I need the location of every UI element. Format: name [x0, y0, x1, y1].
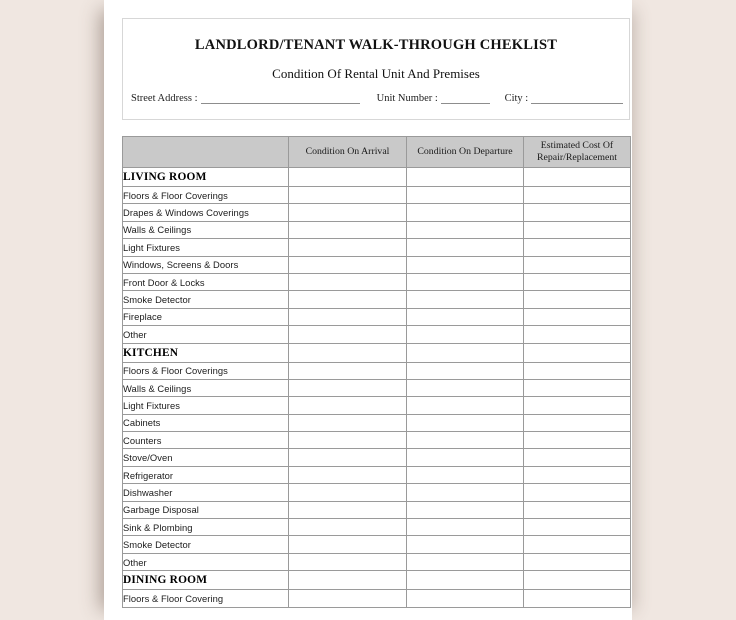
entry-cell-departure[interactable]: [407, 168, 524, 187]
entry-cell-arrival[interactable]: [289, 204, 407, 221]
table-row: [123, 519, 631, 536]
entry-cell-departure[interactable]: [407, 571, 524, 590]
table-row: [123, 187, 631, 204]
table-row: [123, 273, 631, 290]
entry-cell-cost[interactable]: [524, 291, 631, 308]
entry-cell-arrival[interactable]: [289, 466, 407, 483]
entry-cell-departure[interactable]: [407, 187, 524, 204]
entry-cell-arrival[interactable]: [289, 362, 407, 379]
checklist-item-label: Floors & Floor Coverings: [123, 362, 289, 379]
checklist-item-label: Stove/Oven: [123, 449, 289, 466]
table-row: [123, 239, 631, 256]
checklist-item-label: Refrigerator: [123, 466, 289, 483]
entry-cell-arrival[interactable]: [289, 256, 407, 273]
section-label: LIVING ROOM: [123, 168, 289, 187]
title-block: [122, 18, 630, 120]
table-row: [123, 291, 631, 308]
entry-cell-departure[interactable]: [407, 273, 524, 290]
column-header-item: [123, 137, 289, 168]
table-row: [123, 362, 631, 379]
table-row: [123, 397, 631, 414]
entry-cell-cost[interactable]: [524, 221, 631, 238]
table-row: [123, 484, 631, 501]
entry-cell-departure[interactable]: [407, 414, 524, 431]
document-page: [104, 0, 632, 620]
checklist-item-label: Other: [123, 553, 289, 570]
table-row: [123, 414, 631, 431]
entry-cell-departure[interactable]: [407, 553, 524, 570]
column-header-departure: Condition On Departure: [407, 137, 524, 168]
entry-cell-arrival[interactable]: [289, 239, 407, 256]
entry-cell-cost[interactable]: [524, 571, 631, 590]
checklist-item-label: Windows, Screens & Doors: [123, 256, 289, 273]
table-row: [123, 466, 631, 483]
entry-cell-departure[interactable]: [407, 397, 524, 414]
entry-cell-arrival[interactable]: [289, 484, 407, 501]
entry-cell-arrival[interactable]: [289, 501, 407, 518]
entry-cell-departure[interactable]: [407, 343, 524, 362]
checklist-item-label: Dishwasher: [123, 484, 289, 501]
checklist-item-label: Smoke Detector: [123, 291, 289, 308]
page-title: LANDLORD/TENANT WALK-THROUGH CHEKLIST: [194, 37, 558, 53]
entry-cell-cost[interactable]: [524, 379, 631, 396]
identification-fields: [131, 93, 623, 104]
checklist-item-label: Floors & Floor Coverings: [123, 187, 289, 204]
entry-cell-departure[interactable]: [407, 432, 524, 449]
table-row: [123, 308, 631, 325]
entry-cell-cost[interactable]: [524, 273, 631, 290]
table-row: [123, 553, 631, 570]
entry-cell-arrival[interactable]: [289, 519, 407, 536]
entry-cell-cost[interactable]: [524, 432, 631, 449]
entry-cell-departure[interactable]: [407, 379, 524, 396]
checklist-item-label: Smoke Detector: [123, 536, 289, 553]
entry-cell-departure[interactable]: [407, 326, 524, 343]
unit-number-label: Unit Number :: [376, 93, 438, 104]
section-header-row: [123, 168, 631, 187]
entry-cell-arrival[interactable]: [289, 553, 407, 570]
entry-cell-departure[interactable]: [407, 536, 524, 553]
checklist-item-label: Other: [123, 326, 289, 343]
entry-cell-arrival[interactable]: [289, 414, 407, 431]
city-label: City :: [504, 93, 529, 104]
entry-cell-cost[interactable]: [524, 326, 631, 343]
entry-cell-arrival[interactable]: [289, 168, 407, 187]
entry-cell-arrival[interactable]: [289, 571, 407, 590]
entry-cell-arrival[interactable]: [289, 590, 407, 607]
checklist-item-label: Garbage Disposal: [123, 501, 289, 518]
table-header-row: [123, 137, 631, 168]
table-row: [123, 590, 631, 607]
entry-cell-cost[interactable]: [524, 536, 631, 553]
entry-cell-cost[interactable]: [524, 204, 631, 221]
checklist-item-label: Cabinets: [123, 414, 289, 431]
entry-cell-cost[interactable]: [524, 449, 631, 466]
entry-cell-cost[interactable]: [524, 397, 631, 414]
entry-cell-departure[interactable]: [407, 239, 524, 256]
entry-cell-cost[interactable]: [524, 590, 631, 607]
entry-cell-cost[interactable]: [524, 501, 631, 518]
entry-cell-cost[interactable]: [524, 308, 631, 325]
entry-cell-arrival[interactable]: [289, 326, 407, 343]
entry-cell-departure[interactable]: [407, 221, 524, 238]
entry-cell-cost[interactable]: [524, 239, 631, 256]
table-row: [123, 379, 631, 396]
entry-cell-arrival[interactable]: [289, 449, 407, 466]
checklist-item-label: Walls & Ceilings: [123, 221, 289, 238]
table-head: [123, 137, 631, 168]
entry-cell-departure[interactable]: [407, 466, 524, 483]
table-row: [123, 221, 631, 238]
entry-cell-arrival[interactable]: [289, 536, 407, 553]
entry-cell-cost[interactable]: [524, 519, 631, 536]
table-body: [123, 168, 631, 608]
checklist-item-label: Floors & Floor Covering: [123, 590, 289, 607]
entry-cell-departure[interactable]: [407, 204, 524, 221]
entry-cell-departure[interactable]: [407, 501, 524, 518]
checklist-item-label: Front Door & Locks: [123, 273, 289, 290]
page-subtitle: Condition Of Rental Unit And Premises: [272, 66, 480, 81]
street-address-label: Street Address :: [131, 93, 198, 104]
table-row: [123, 449, 631, 466]
entry-cell-cost[interactable]: [524, 414, 631, 431]
entry-cell-departure[interactable]: [407, 256, 524, 273]
entry-cell-departure[interactable]: [407, 519, 524, 536]
street-address-input[interactable]: [201, 93, 360, 104]
checklist-item-label: Walls & Ceilings: [123, 379, 289, 396]
entry-cell-arrival[interactable]: [289, 221, 407, 238]
entry-cell-arrival[interactable]: [289, 432, 407, 449]
column-header-cost-line2: Repair/Replacement: [537, 152, 617, 163]
entry-cell-departure[interactable]: [407, 291, 524, 308]
entry-cell-cost[interactable]: [524, 168, 631, 187]
checklist-item-label: Light Fixtures: [123, 397, 289, 414]
entry-cell-arrival[interactable]: [289, 397, 407, 414]
section-header-row: [123, 343, 631, 362]
entry-cell-cost[interactable]: [524, 343, 631, 362]
table-row: [123, 256, 631, 273]
entry-cell-cost[interactable]: [524, 256, 631, 273]
section-label: DINING ROOM: [123, 571, 289, 590]
column-header-cost: [524, 137, 631, 168]
entry-cell-cost[interactable]: [524, 553, 631, 570]
entry-cell-departure[interactable]: [407, 308, 524, 325]
entry-cell-departure[interactable]: [407, 362, 524, 379]
column-header-arrival: Condition On Arrival: [289, 137, 407, 168]
entry-cell-arrival[interactable]: [289, 187, 407, 204]
entry-cell-arrival[interactable]: [289, 343, 407, 362]
table-row: [123, 536, 631, 553]
entry-cell-cost[interactable]: [524, 466, 631, 483]
section-label: KITCHEN: [123, 343, 289, 362]
entry-cell-departure[interactable]: [407, 449, 524, 466]
table-row: [123, 326, 631, 343]
checklist-item-label: Sink & Plombing: [123, 519, 289, 536]
entry-cell-departure[interactable]: [407, 484, 524, 501]
city-input[interactable]: [531, 93, 623, 104]
entry-cell-departure[interactable]: [407, 590, 524, 607]
entry-cell-arrival[interactable]: [289, 273, 407, 290]
entry-cell-cost[interactable]: [524, 362, 631, 379]
checklist-item-label: Drapes & Windows Coverings: [123, 204, 289, 221]
section-header-row: [123, 571, 631, 590]
checklist-item-label: Counters: [123, 432, 289, 449]
entry-cell-cost[interactable]: [524, 187, 631, 204]
checklist-item-label: Fireplace: [123, 308, 289, 325]
checklist-table: [122, 136, 631, 608]
unit-number-input[interactable]: [441, 93, 490, 104]
entry-cell-arrival[interactable]: [289, 308, 407, 325]
column-header-cost-line1: Estimated Cost Of: [540, 139, 614, 151]
entry-cell-cost[interactable]: [524, 484, 631, 501]
table-row: [123, 501, 631, 518]
entry-cell-arrival[interactable]: [289, 291, 407, 308]
checklist-item-label: Light Fixtures: [123, 239, 289, 256]
table-row: [123, 204, 631, 221]
table-row: [123, 432, 631, 449]
entry-cell-arrival[interactable]: [289, 379, 407, 396]
